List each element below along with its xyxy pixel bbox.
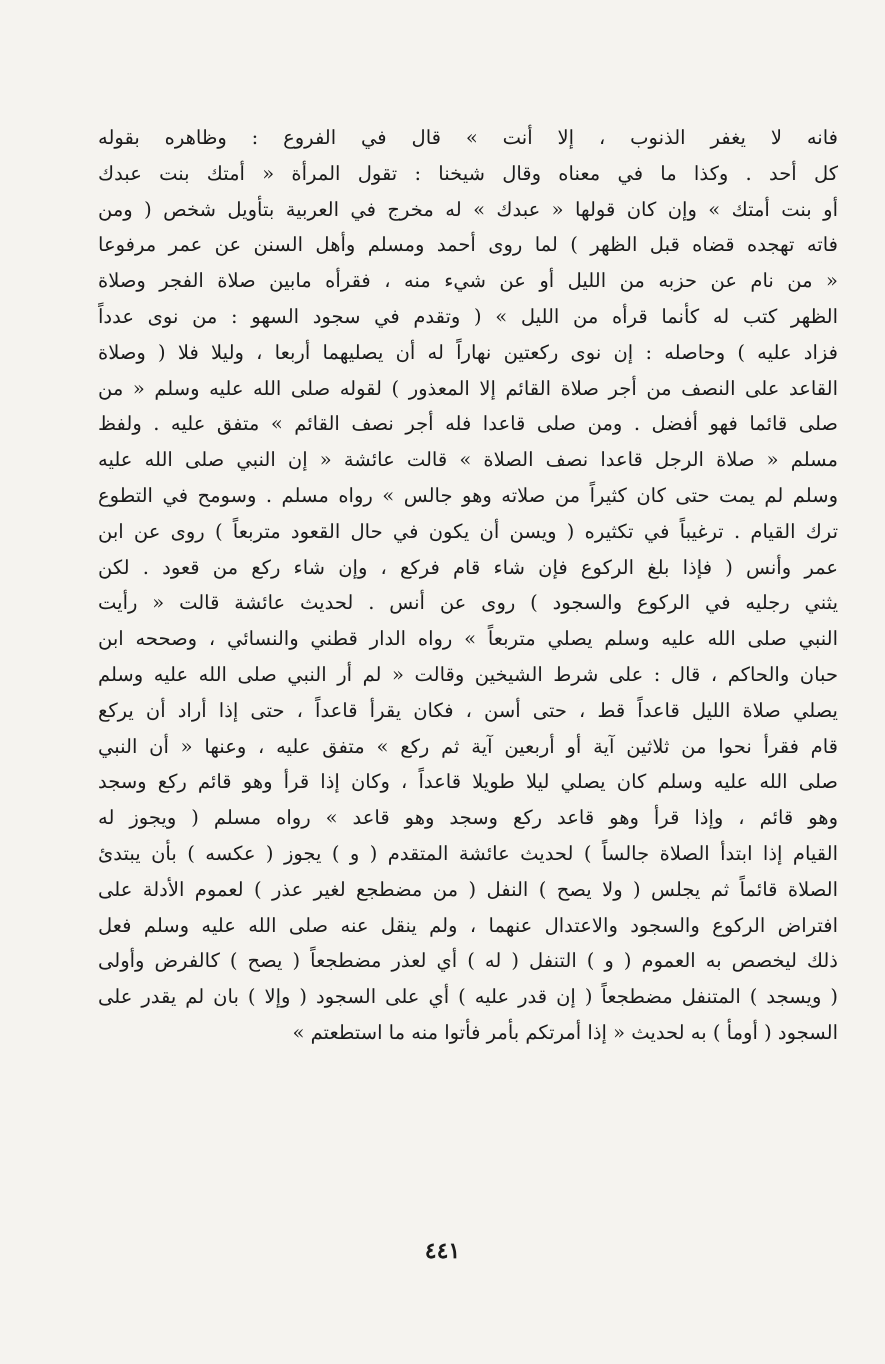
text-line: عمر وأنس ( فإذا بلغ الركوع فإن شاء قام فركع ، وإن شاء ركع من قعود . لكن (98, 555, 838, 579)
text-line: يثني رجليه في الركوع والسجود ) روى عن أنس . لحديث عائشة قالت « رأيت (98, 591, 838, 615)
text-line: وسلم لم يمت حتى كان كثيراً من صلاته وهو جالس » رواه مسلم . وسومح في التطوع (98, 483, 838, 507)
text-line: وهو قائم ، وإذا قرأ وهو قاعد ركع وسجد وهو قاعد » رواه مسلم ( ويجوز له (98, 806, 838, 830)
text-line: القيام إذا ابتدأ الصلاة جالساً ) لحديث عائشة المتقدم ( و ) يجوز ( عكسه ) بأن يبتدئ (98, 841, 838, 865)
text-line: أو بنت أمتك » وإن كان قولها « عبدك » له مخرج في العربية بتأويل شخص ( ومن (98, 197, 838, 221)
text-line: ذلك ليخصص به العموم ( و ) التنفل ( له ) أي لعذر مضطجعاً ( يصح ) كالفرض وأولى (98, 949, 838, 973)
text-line: صلى قائما فهو أفضل . ومن صلى قاعدا فله أجر نصف القائم » متفق عليه . ولفظ (98, 412, 838, 436)
text-line: ترك القيام . ترغيباً في تكثيره ( ويسن أن يكون في حال القعود متربعاً ) روى عن ابن (98, 519, 838, 543)
page-number: ٤٤١ (424, 1238, 461, 1264)
text-line: حبان والحاكم ، قال : على شرط الشيخين وقالت « لم أر النبي صلى الله عليه وسلم (98, 662, 838, 686)
text-line-last: السجود ( أومأ ) به لحديث « إذا أمرتكم بأمر فأتوا منه ما استطعتم » (292, 1020, 838, 1044)
text-line: « من نام عن حزبه من الليل أو عن شيء منه ، فقرأه مابين صلاة الفجر وصلاة (98, 269, 838, 293)
text-line: ( ويسجد ) المتنفل مضطجعاً ( إن قدر عليه ) أي على السجود ( وإلا ) بان لم يقدر على (98, 985, 838, 1009)
text-line: صلى الله عليه وسلم كان يصلي ليلا طويلا قاعداً ، وكان إذا قرأ وهو قائم ركع وسجد (98, 770, 838, 794)
text-line: فانه لا يغفر الذنوب ، إلا أنت » قال في الفروع : وظاهره بقوله (98, 126, 838, 149)
text-line: فزاد عليه ) وحاصله : إن نوى ركعتين نهاراً له أن يصليهما أربعا ، وليلا فلا ( وصلاة (98, 340, 838, 364)
text-line: كل أحد . وكذا ما في معناه وقال شيخنا : تقول المرأة « أمتك بنت عبدك (98, 161, 838, 185)
text-line: فاته تهجده قضاه قبل الظهر ) لما روى أحمد ومسلم وأهل السنن عن عمر مرفوعا (98, 233, 838, 257)
text-line: قام فقرأ نحوا من ثلاثين آية أو أربعين آية ثم ركع » متفق عليه ، وعنها « أن النبي (98, 734, 838, 758)
text-line: النبي صلى الله عليه وسلم يصلي متربعاً » رواه الدار قطني والنسائي ، وصححه ابن (98, 627, 838, 651)
text-line: يصلي صلاة الليل قاعداً قط ، حتى أسن ، فكان يقرأ قاعداً ، حتى إذا أراد أن يركع (98, 698, 838, 722)
text-line: الصلاة قائماً ثم يجلس ( ولا يصح ) النفل ( من مضطجع لغير عذر ) لعموم الأدلة على (98, 877, 838, 901)
text-line: افتراض الركوع والسجود والاعتدال عنهما ، ولم ينقل عنه صلى الله عليه وسلم فعل (98, 913, 838, 937)
text-line: مسلم « صلاة الرجل قاعدا نصف الصلاة » قالت عائشة « إن النبي صلى الله عليه (98, 448, 838, 472)
text-line: الظهر كتب له كأنما قرأه من الليل » ( وتقدم في سجود السهو : من نوى عدداً (98, 304, 838, 328)
body-text (98, 120, 838, 1051)
text-line: القاعد على النصف من أجر صلاة القائم إلا المعذور ) لقوله صلى الله عليه وسلم « من (98, 376, 838, 400)
